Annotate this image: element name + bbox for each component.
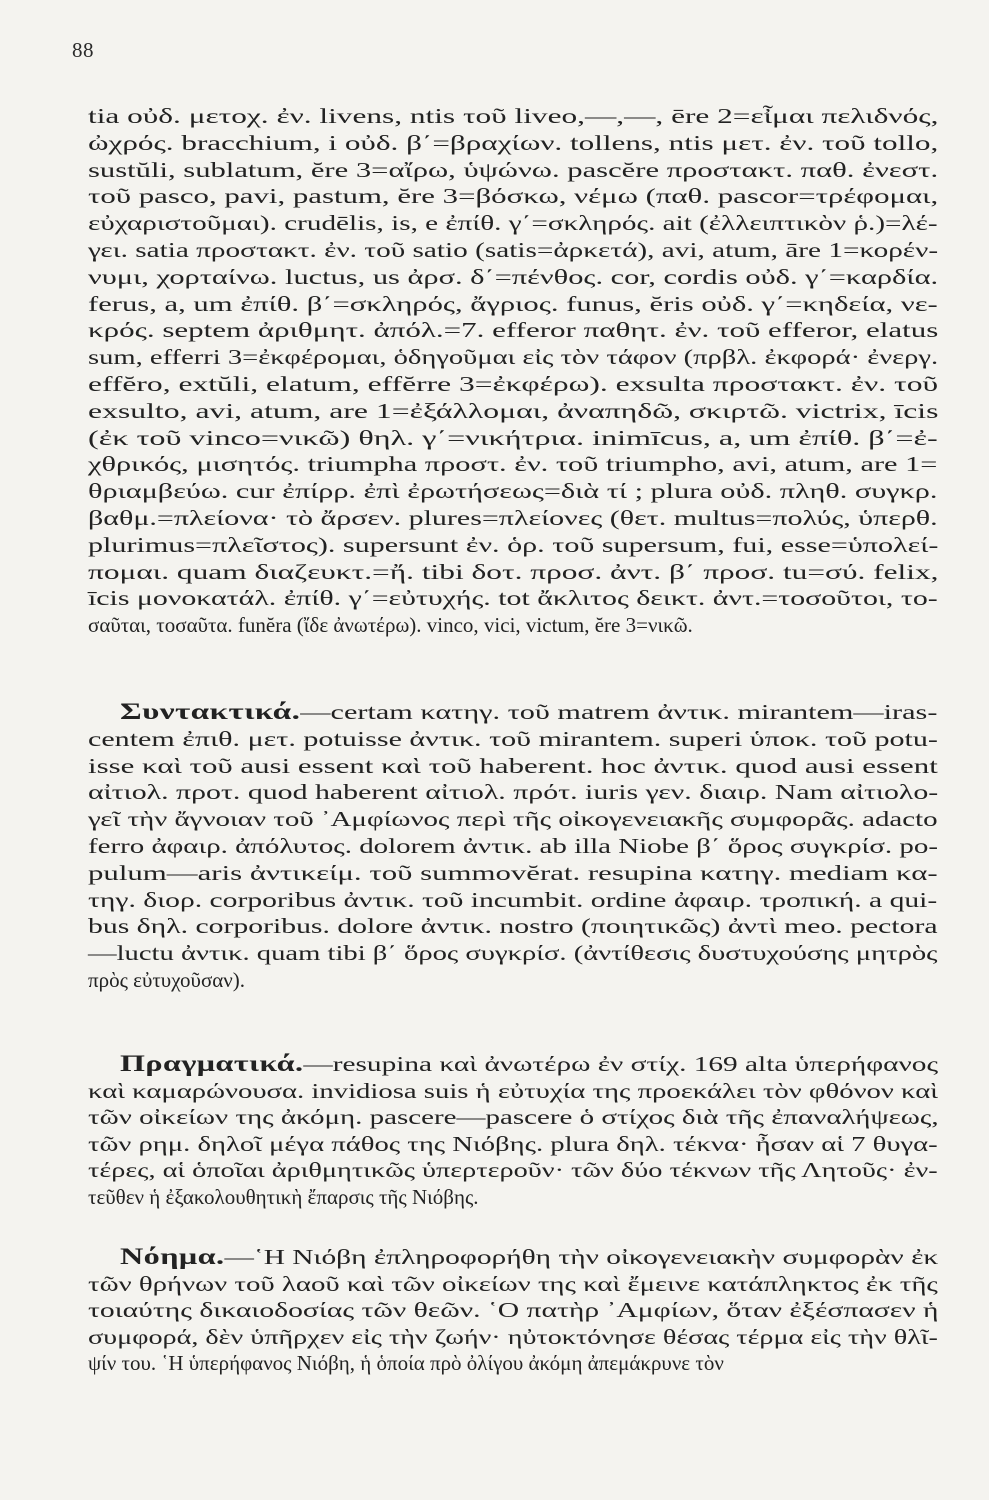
line-text: κρός. septem ἀριθμητ. ἀπόλ.=7. efferor παθητ. ἐν. τοῦ efferor, elatus — [88, 318, 939, 343]
line-text: βαθμ.=πλείονα· τὸ ἄρσεν. plures=πλείονες (θετ. multus=πολύς, ὑπερθ. — [88, 506, 938, 530]
text-line — [88, 104, 938, 128]
line-text: τῶν θρήνων τοῦ λαοῦ καὶ τῶν οἰκείων της καὶ ἔμεινε κατάπληκτος ἐκ τῆς — [88, 1271, 938, 1296]
text-line — [88, 131, 938, 155]
line-text: ψίν του. ῾Η ὑπερήφανος Νιόβη, ἡ ὁποία πρὸ ὀλίγου ἀκόμη ἀπεμάκρυνε τὸν — [88, 1351, 724, 1376]
text-line — [88, 613, 693, 637]
line-text: isse καὶ τοῦ ausi essent καὶ τοῦ haberent. hoc ἀντικ. quod ausi essent — [88, 753, 938, 778]
text-line — [88, 834, 938, 858]
line-text: χθρικός, μισητός. triumpha προστ. ἐν. τοῦ triumpho, avi, atum, are 1= — [88, 452, 938, 477]
line-text: συμφορά, δὲν ὑπῆρχεν εἰς τὴν ζωήν· ηὐτοκτόνησε θέσας τέρμα εἰς τὴν θλῖ- — [88, 1324, 938, 1349]
text-line — [88, 941, 938, 965]
line-text: ὠχρός. bracchium, i οὐδ. β΄=βραχίων. tollens, ntis μετ. ἐν. τοῦ tollo, — [88, 130, 939, 155]
text-line — [88, 265, 938, 289]
line-text: εὐχαριστοῦμαι). crudēlis, is, e ἐπίθ. γ΄=σκληρός. ait (ἐλλειπτικὸν ῥ.)=λέ- — [88, 211, 938, 236]
text-line — [88, 727, 938, 751]
line-text: τηγ. διορ. corporibus ἀντικ. τοῦ incumbit. ordine ἀφαιρ. τροπική. a qui- — [88, 887, 938, 912]
text-line — [88, 888, 937, 912]
text-line — [88, 914, 938, 938]
line-text: effĕro, extŭli, elatum, effĕrre 3=ἐκφέρω). exsulta προστακτ. ἐν. τοῦ — [88, 372, 939, 396]
text-line — [88, 533, 938, 557]
text-line — [88, 479, 937, 503]
line-text: sum, efferri 3=ἐκφέρομαι, ὁδηγοῦμαι εἰς τὸν τάφον (πρβλ. ἐκφορά· ἐνεργ. — [88, 345, 939, 370]
text-line — [88, 754, 938, 778]
text-line — [88, 1105, 939, 1129]
line-text: τοιαύτης δικαιοδοσίας τῶν θεῶν. ῾Ο πατὴρ ᾿Αμφίων, ὅταν ἐξέσπασεν ἡ — [88, 1298, 939, 1323]
text-line — [120, 1245, 938, 1269]
section-heading: Πραγματικά. — [120, 1051, 304, 1076]
text-line — [88, 807, 938, 831]
line-text: tia οὐδ. μετοχ. ἐν. livens, ntis τοῦ liveo,—,—, ēre 2=εἶμαι πελιδνός, — [88, 104, 939, 128]
text-line — [88, 211, 938, 235]
line-text: —luctu ἀντικ. quam tibi β΄ ὅρος συγκρίσ. (ἀντίθεσις δυστυχούσης μητρὸς — [88, 941, 938, 966]
line-text: ferro ἀφαιρ. ἀπόλυτος. dolorem ἀντικ. ab illa Niobe β΄ ὅρος συγκρίσ. po- — [88, 834, 938, 858]
text-line — [88, 426, 938, 450]
line-text: exsulto, avi, atum, are 1=ἐξάλλομαι, ἀναπηδῶ, σκιρτῶ. victrix, īcis — [88, 398, 939, 423]
line-text: πομαι. quam διαζευκτ.=ἤ. tibi δοτ. προσ. ἀντ. β΄ προσ. tu=σύ. felix, — [88, 559, 939, 584]
section-heading: Συντακτικά. — [120, 699, 301, 724]
text-line — [88, 452, 937, 476]
text-line — [88, 586, 938, 610]
line-text: τῶν ρημ. δηλοῖ μέγα πάθος της Νιόβης. plura δηλ. τέκνα· ἦσαν αἱ 7 θυγα- — [88, 1131, 938, 1156]
line-text: bus δηλ. corporibus. dolore ἀντικ. nostro (ποιητικῶς) ἀντὶ meo. pectora — [88, 914, 938, 939]
line-text: —certam κατηγ. τοῦ matrem ἀντικ. mirantem—iras- — [300, 700, 938, 724]
text-line — [88, 1298, 938, 1322]
line-text: τεῦθεν ἡ ἐξακολουθητικὴ ἔπαρσις τῆς Νιόβης. — [88, 1185, 479, 1209]
line-text: —resupina καὶ ἀνωτέρω ἐν στίχ. 169 alta ὑπερήφανος — [303, 1052, 939, 1076]
line-text: γεῖ τὴν ἄγνοιαν τοῦ ᾿Αμφίωνος περὶ τῆς οἰκογενειακῆς συμφορᾶς. adacto — [88, 807, 938, 832]
line-text: (ἐκ τοῦ vinco=νικῶ) θηλ. γ΄=νικήτρια. inimīcus, a, um ἐπίθ. β΄=ἐ- — [88, 425, 938, 450]
line-text: θριαμβεύω. cur ἐπίρρ. ἐπὶ ἐρωτήσεως=διὰ τί ; plura οὐδ. πληθ. συγκρ. — [88, 479, 938, 504]
line-text: centem ἐπιθ. μετ. potuisse ἀντικ. τοῦ mirantem. superi ὑποκ. τοῦ potu- — [88, 726, 938, 751]
text-line — [88, 1185, 479, 1209]
line-text: πρὸς εὐτυχοῦσαν). — [88, 968, 246, 992]
text-line — [88, 372, 938, 396]
text-line — [88, 318, 938, 342]
text-line — [88, 506, 938, 530]
text-line — [88, 780, 938, 804]
line-text: καὶ καμαρώνουσα. invidiosa suis ἡ εὐτυχία της προεκάλει τὸν φθόνον καὶ — [88, 1078, 939, 1103]
line-text: νυμι, χορταίνω. luctus, us ἀρσ. δ΄=πένθος. cor, cordis οὐδ. γ΄=καρδία. — [88, 264, 939, 289]
text-line — [88, 968, 245, 992]
text-line — [88, 1272, 938, 1296]
line-text: sustŭli, sublatum, ĕre 3=αἴρω, ὑψώνω. pascĕre προστακτ. παθ. ἐνεστ. — [88, 157, 939, 182]
line-text: —῾Η Νιόβη ἐπληροφορήθη τὴν οἰκογενειακὴν συμφορὰν ἐκ — [224, 1245, 939, 1269]
line-text: τῶν οἰκείων της ἀκόμη. pascere—pascere ὁ στίχος διὰ τῆς ἐπαναλήψεως, — [88, 1105, 939, 1130]
text-line — [88, 861, 938, 885]
line-text: īcis μονοκατάλ. ἐπίθ. γ΄=εὐτυχής. tot ἄκλιτος δεικτ. ἀντ.=τοσοῦτοι, το- — [88, 586, 938, 611]
line-text: σαῦται, τοσαῦτα. funĕra (ἴδε ἀνωτέρω). vinco, vici, victum, ĕre 3=νικῶ. — [88, 613, 693, 638]
text-line — [88, 238, 938, 262]
line-text: γει. satia προστακτ. ἐν. τοῦ satio (satis=ἀρκετά), avi, atum, āre 1=κορέν- — [88, 238, 939, 262]
line-text: τέρες, αἱ ὁποῖαι ἀριθμητικῶς ὑπερτεροῦν· τῶν δύο τέκνων τῆς Λητοῦς· ἐν- — [88, 1158, 938, 1183]
text-line — [120, 700, 937, 724]
text-line — [88, 399, 938, 423]
text-line — [88, 1351, 724, 1375]
line-text: αἰτιολ. προτ. quod haberent αἰτιολ. πρότ. iuris γεν. διαιρ. Nam αἰτιολο- — [88, 780, 939, 805]
page-number: 88 — [72, 38, 94, 62]
line-text: pulum—aris ἀντικείμ. τοῦ summovĕrat. resupina κατηγ. mediam κα- — [88, 860, 938, 885]
text-line — [88, 560, 939, 584]
line-text: plurimus=πλεῖστος). supersunt ἐν. ὁρ. τοῦ supersum, fui, esse=ὑπολεί- — [88, 532, 939, 557]
text-line — [88, 1158, 938, 1182]
text-line — [88, 1325, 938, 1349]
text-line — [88, 1079, 938, 1103]
text-line — [88, 1132, 938, 1156]
text-line — [88, 184, 938, 208]
section-heading: Νόημα. — [120, 1244, 225, 1269]
text-line — [88, 345, 938, 369]
text-line — [120, 1052, 938, 1076]
line-text: τοῦ pasco, pavi, pastum, ĕre 3=βόσκω, νέμω (παθ. pascor=τρέφομαι, — [88, 184, 939, 209]
line-text: ferus, a, um ἐπίθ. β΄=σκληρός, ἄγριος. funus, ĕris οὐδ. γ΄=κηδεία, νε- — [88, 291, 938, 316]
text-line — [88, 158, 938, 182]
text-line — [88, 292, 938, 316]
